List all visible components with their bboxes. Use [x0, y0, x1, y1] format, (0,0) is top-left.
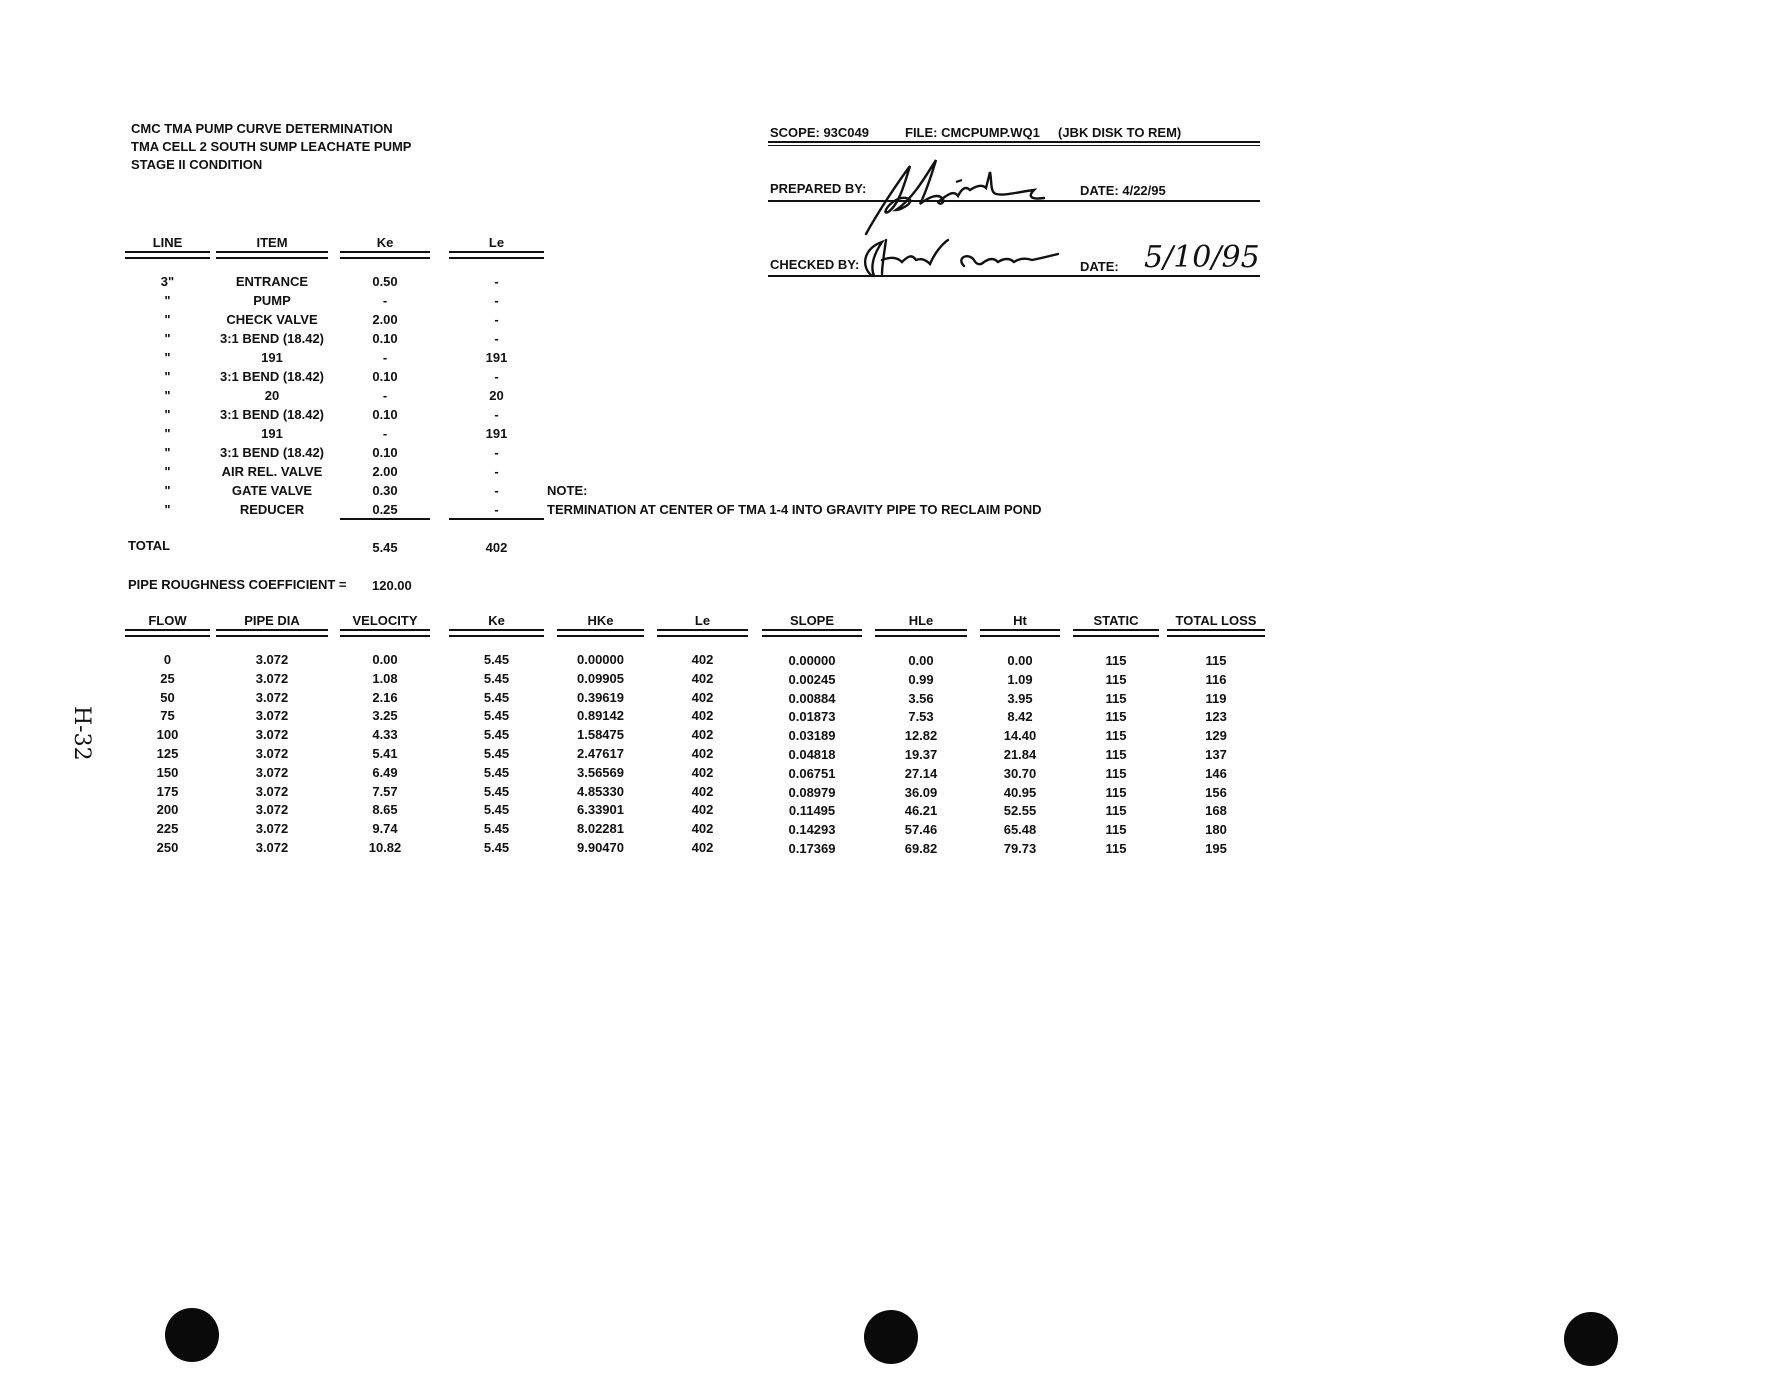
- losses-cell-item: 3:1 BEND (18.42): [219, 445, 325, 460]
- flow-cell-slope: 0.08979: [788, 784, 836, 800]
- flow-cell-velocity: 1.08: [372, 670, 398, 686]
- losses-cell-ke: 0.30: [372, 483, 398, 498]
- flow-cell-pipe-dia: 3.072: [255, 708, 289, 724]
- flow-header-le: Le: [694, 613, 711, 628]
- losses-cell-item: 3:1 BEND (18.42): [219, 407, 325, 422]
- losses-cell-ke: -: [382, 293, 388, 308]
- roughness-label: PIPE ROUGHNESS COEFFICIENT =: [128, 577, 347, 592]
- losses-cell-line: ": [164, 464, 171, 479]
- flow-cell-hke: 0.89142: [577, 708, 624, 724]
- losses-cell-le: -: [494, 502, 499, 517]
- flow-header-flow: FLOW: [148, 613, 187, 628]
- flow-header-hke: HKe: [587, 613, 614, 628]
- flow-cell-flow: 150: [156, 764, 179, 780]
- losses-cell-ke: 0.50: [372, 274, 398, 289]
- flow-cell-total-loss: 156: [1205, 784, 1227, 800]
- losses-cell-le: -: [494, 274, 499, 289]
- losses-total-label: TOTAL: [128, 538, 171, 553]
- flow-cell-slope: 0.00000: [788, 653, 836, 668]
- losses-header-ke: Ke: [376, 235, 394, 250]
- flow-cell-pipe-dia: 3.072: [255, 689, 289, 705]
- flow-cell-total-loss: 180: [1205, 822, 1227, 838]
- flow-cell-hle: 3.56: [908, 690, 934, 706]
- flow-cell-ke: 5.45: [483, 802, 510, 818]
- disk-label: (JBK DISK TO REM): [1058, 125, 1182, 140]
- scope-underline: [768, 141, 1260, 146]
- flow-cell-le: 402: [691, 746, 714, 761]
- flow-header-rule-static: [1073, 629, 1159, 637]
- flow-cell-total-loss: 116: [1205, 671, 1227, 687]
- flow-cell-static: 115: [1105, 765, 1127, 781]
- flow-cell-ht: 30.70: [1003, 765, 1037, 781]
- flow-cell-hle: 36.09: [904, 784, 938, 800]
- flow-cell-hle: 12.82: [904, 728, 938, 744]
- losses-cell-le: 191: [485, 350, 508, 365]
- flow-cell-le: 402: [691, 821, 714, 837]
- flow-cell-ke: 5.45: [483, 840, 510, 855]
- losses-cell-le: -: [494, 407, 499, 422]
- punch-hole-left: [165, 1308, 219, 1362]
- losses-cell-line: ": [164, 388, 171, 403]
- flow-header-rule-hke: [557, 629, 644, 637]
- losses-cell-line: ": [164, 483, 171, 498]
- flow-cell-hle: 0.99: [908, 671, 934, 687]
- losses-cell-le: 191: [485, 426, 508, 441]
- losses-cell-ke: 0.10: [372, 445, 398, 460]
- flow-cell-le: 402: [691, 708, 714, 724]
- losses-cell-item: PUMP: [253, 293, 291, 308]
- flow-header-static: STATIC: [1093, 613, 1139, 628]
- flow-cell-le: 402: [691, 689, 714, 705]
- checked-date-value: 5/10/95: [1144, 240, 1260, 275]
- flow-header-rule-ht: [980, 629, 1060, 637]
- scope-label: SCOPE: 93C049: [770, 125, 869, 140]
- flow-cell-ke: 5.45: [483, 821, 510, 837]
- losses-cell-ke: -: [382, 388, 388, 403]
- document-title-block: [131, 120, 411, 174]
- losses-cell-le: -: [494, 331, 499, 346]
- flow-header-rule-hle: [875, 629, 967, 637]
- flow-cell-slope: 0.00884: [788, 690, 836, 706]
- flow-cell-ke: 5.45: [483, 652, 510, 667]
- flow-cell-hke: 0.00000: [577, 652, 624, 667]
- losses-cell-line: ": [164, 293, 171, 308]
- flow-cell-static: 115: [1105, 709, 1127, 725]
- flow-cell-flow: 175: [156, 783, 179, 799]
- flow-cell-hke: 8.02281: [577, 821, 624, 837]
- prepared-by-signature: [858, 152, 1068, 238]
- losses-header-le: Le: [488, 235, 505, 250]
- losses-cell-item: ENTRANCE: [235, 274, 309, 289]
- flow-cell-static: 115: [1105, 784, 1127, 800]
- flow-cell-pipe-dia: 3.072: [255, 764, 289, 780]
- flow-header-ht: Ht: [1013, 613, 1027, 628]
- flow-cell-static: 115: [1105, 841, 1127, 856]
- losses-cell-le: -: [494, 293, 499, 308]
- roughness-value: 120.00: [372, 578, 412, 593]
- flow-cell-hle: 46.21: [904, 803, 938, 819]
- page-number: H-32: [69, 706, 94, 761]
- losses-cell-le: -: [494, 483, 499, 498]
- flow-cell-hke: 1.58475: [577, 727, 624, 743]
- losses-header-line: LINE: [152, 235, 183, 250]
- flow-cell-le: 402: [691, 670, 714, 686]
- losses-cell-line: ": [164, 312, 171, 327]
- flow-cell-ht: 8.42: [1007, 709, 1033, 725]
- flow-cell-static: 115: [1105, 653, 1127, 668]
- flow-cell-flow: 0: [163, 652, 172, 667]
- flow-cell-pipe-dia: 3.072: [255, 802, 289, 818]
- title-line-3: STAGE II CONDITION: [131, 157, 263, 172]
- flow-cell-flow: 100: [156, 727, 179, 743]
- losses-cell-le: -: [494, 464, 499, 479]
- flow-cell-total-loss: 137: [1205, 747, 1227, 762]
- losses-cell-line: ": [164, 369, 171, 384]
- flow-cell-ht: 79.73: [1003, 841, 1037, 856]
- flow-cell-velocity: 7.57: [372, 783, 398, 799]
- flow-cell-total-loss: 129: [1205, 728, 1227, 744]
- flow-cell-velocity: 4.33: [372, 727, 398, 743]
- flow-cell-ke: 5.45: [483, 764, 510, 780]
- flow-cell-velocity: 3.25: [372, 708, 398, 724]
- flow-cell-total-loss: 123: [1205, 709, 1227, 725]
- flow-cell-ke: 5.45: [483, 783, 510, 799]
- flow-cell-hle: 57.46: [904, 822, 938, 838]
- losses-total-rule-le: [449, 518, 544, 520]
- losses-cell-item: REDUCER: [239, 502, 305, 517]
- flow-cell-total-loss: 146: [1205, 765, 1227, 781]
- losses-cell-item: 191: [261, 350, 283, 365]
- flow-cell-flow: 25: [160, 670, 175, 686]
- prepared-by-label: PREPARED BY:: [770, 181, 867, 196]
- flow-header-velocity: VELOCITY: [352, 613, 418, 628]
- losses-cell-line: ": [164, 350, 171, 365]
- flow-cell-static: 115: [1105, 728, 1127, 744]
- flow-cell-ht: 65.48: [1003, 822, 1037, 838]
- flow-cell-hke: 3.56569: [577, 764, 624, 780]
- flow-cell-velocity: 2.16: [372, 689, 398, 705]
- flow-cell-le: 402: [691, 727, 714, 743]
- losses-cell-item: CHECK VALVE: [226, 312, 318, 327]
- flow-cell-hke: 6.33901: [577, 802, 624, 818]
- flow-header-ke: Ke: [488, 613, 505, 628]
- flow-cell-pipe-dia: 3.072: [255, 746, 289, 761]
- flow-cell-hle: 19.37: [904, 747, 938, 762]
- flow-cell-ht: 14.40: [1003, 728, 1037, 744]
- flow-cell-ht: 0.00: [1007, 653, 1033, 668]
- flow-cell-flow: 50: [160, 689, 175, 705]
- flow-header-rule-slope: [762, 629, 862, 637]
- flow-cell-total-loss: 195: [1205, 841, 1227, 856]
- prepared-date: DATE: 4/22/95: [1080, 183, 1166, 198]
- losses-cell-line: ": [164, 445, 171, 460]
- flow-cell-ht: 21.84: [1003, 747, 1037, 762]
- flow-cell-flow: 75: [160, 708, 175, 724]
- losses-cell-line: ": [164, 407, 171, 422]
- losses-header-rule-le: [449, 251, 544, 259]
- title-line-1: CMC TMA PUMP CURVE DETERMINATION: [131, 121, 393, 136]
- flow-cell-ht: 3.95: [1007, 690, 1033, 706]
- losses-cell-ke: 2.00: [372, 312, 398, 327]
- flow-cell-hke: 4.85330: [577, 783, 624, 799]
- flow-header-slope: SLOPE: [789, 613, 835, 628]
- flow-cell-total-loss: 119: [1205, 690, 1227, 706]
- flow-cell-static: 115: [1105, 822, 1127, 838]
- losses-header-rule-ke: [340, 251, 430, 259]
- flow-cell-slope: 0.00245: [788, 671, 836, 687]
- losses-cell-line: ": [164, 502, 171, 517]
- flow-cell-static: 115: [1105, 671, 1127, 687]
- losses-cell-ke: 2.00: [372, 464, 398, 479]
- losses-total-le: 402: [485, 540, 508, 555]
- flow-cell-le: 402: [691, 652, 714, 667]
- losses-total-rule-ke: [340, 518, 430, 520]
- flow-header-pipe-dia: PIPE DIA: [244, 613, 300, 628]
- losses-cell-ke: -: [382, 426, 388, 441]
- flow-cell-slope: 0.03189: [788, 728, 836, 744]
- flow-cell-le: 402: [691, 840, 714, 855]
- losses-cell-le: -: [494, 445, 499, 460]
- flow-cell-slope: 0.04818: [788, 747, 836, 762]
- losses-cell-line: ": [164, 331, 171, 346]
- note-label: NOTE:: [547, 483, 588, 498]
- punch-hole-right: [1564, 1312, 1618, 1366]
- losses-total-ke: 5.45: [372, 540, 398, 555]
- flow-cell-velocity: 0.00: [372, 652, 398, 667]
- flow-cell-hke: 0.09905: [577, 670, 624, 686]
- losses-cell-item: GATE VALVE: [231, 483, 313, 498]
- flow-cell-slope: 0.17369: [788, 841, 836, 856]
- flow-cell-hle: 27.14: [904, 765, 938, 781]
- losses-cell-line: 3": [160, 274, 175, 289]
- flow-header-rule-pipe-dia: [216, 629, 328, 637]
- flow-cell-hke: 0.39619: [577, 689, 624, 705]
- flow-cell-velocity: 8.65: [372, 802, 398, 818]
- losses-cell-le: 20: [489, 388, 504, 403]
- flow-cell-flow: 225: [156, 821, 179, 837]
- losses-cell-ke: -: [382, 350, 388, 365]
- losses-cell-ke: 0.10: [372, 331, 398, 346]
- flow-cell-ht: 1.09: [1007, 671, 1033, 687]
- flow-cell-le: 402: [691, 764, 714, 780]
- losses-cell-le: -: [494, 312, 499, 327]
- file-label: FILE: CMCPUMP.WQ1: [905, 125, 1040, 140]
- prepared-underline: [768, 200, 1260, 202]
- flow-cell-flow: 200: [156, 802, 179, 818]
- losses-cell-item: 3:1 BEND (18.42): [219, 331, 325, 346]
- losses-cell-item: 191: [261, 426, 283, 441]
- losses-cell-item: AIR REL. VALVE: [221, 464, 323, 479]
- flow-header-rule-total-loss: [1167, 629, 1265, 637]
- flow-cell-le: 402: [691, 802, 714, 818]
- flow-cell-flow: 250: [156, 840, 179, 855]
- flow-cell-velocity: 5.41: [372, 746, 398, 761]
- title-line-2: TMA CELL 2 SOUTH SUMP LEACHATE PUMP: [131, 139, 412, 154]
- losses-cell-le: -: [494, 369, 499, 384]
- losses-cell-item: 20: [264, 388, 280, 403]
- flow-cell-slope: 0.14293: [788, 822, 836, 838]
- flow-cell-pipe-dia: 3.072: [255, 840, 289, 855]
- flow-header-hle: HLe: [908, 613, 934, 628]
- flow-cell-slope: 0.11495: [788, 803, 836, 819]
- flow-cell-ke: 5.45: [483, 689, 510, 705]
- losses-cell-line: ": [164, 426, 171, 441]
- note-text: TERMINATION AT CENTER OF TMA 1-4 INTO GRAVITY PIPE TO RECLAIM POND: [547, 502, 1042, 517]
- flow-cell-pipe-dia: 3.072: [255, 670, 289, 686]
- flow-cell-slope: 0.01873: [788, 709, 836, 725]
- flow-cell-flow: 125: [156, 746, 179, 761]
- flow-cell-ke: 5.45: [483, 670, 510, 686]
- flow-cell-ke: 5.45: [483, 727, 510, 743]
- checked-by-label: CHECKED BY:: [770, 257, 860, 272]
- losses-cell-item: 3:1 BEND (18.42): [219, 369, 325, 384]
- flow-cell-hle: 0.00: [908, 653, 934, 668]
- flow-cell-ke: 5.45: [483, 708, 510, 724]
- losses-header-rule-line: [125, 251, 210, 259]
- flow-cell-ht: 40.95: [1003, 784, 1037, 800]
- flow-header-rule-le: [657, 629, 748, 637]
- flow-cell-velocity: 9.74: [372, 821, 398, 837]
- flow-cell-hle: 7.53: [908, 709, 934, 725]
- losses-header-item: ITEM: [256, 235, 288, 250]
- flow-cell-static: 115: [1105, 690, 1127, 706]
- losses-cell-ke: 0.25: [372, 502, 398, 517]
- flow-cell-static: 115: [1105, 747, 1127, 762]
- flow-header-rule-flow: [125, 629, 210, 637]
- flow-cell-ht: 52.55: [1003, 803, 1037, 819]
- punch-hole-center: [864, 1310, 918, 1364]
- flow-cell-pipe-dia: 3.072: [255, 821, 289, 837]
- flow-cell-pipe-dia: 3.072: [255, 652, 289, 667]
- flow-cell-velocity: 10.82: [368, 840, 402, 855]
- flow-cell-static: 115: [1105, 803, 1127, 819]
- flow-cell-ke: 5.45: [483, 746, 510, 761]
- flow-cell-hke: 9.90470: [577, 840, 624, 855]
- losses-cell-ke: 0.10: [372, 369, 398, 384]
- flow-header-rule-ke: [449, 629, 544, 637]
- flow-cell-slope: 0.06751: [788, 765, 836, 781]
- flow-cell-pipe-dia: 3.072: [255, 727, 289, 743]
- losses-cell-ke: 0.10: [372, 407, 398, 422]
- flow-header-total-loss: TOTAL LOSS: [1175, 613, 1257, 628]
- flow-header-rule-velocity: [340, 629, 430, 637]
- flow-cell-total-loss: 115: [1205, 653, 1227, 668]
- flow-cell-pipe-dia: 3.072: [255, 783, 289, 799]
- flow-cell-hle: 69.82: [904, 841, 938, 856]
- checked-date-label: DATE:: [1080, 259, 1119, 274]
- checked-underline: [768, 275, 1260, 277]
- flow-cell-le: 402: [691, 783, 714, 799]
- losses-header-rule-item: [216, 251, 328, 259]
- flow-cell-total-loss: 168: [1205, 803, 1227, 819]
- flow-cell-velocity: 6.49: [372, 764, 398, 780]
- flow-cell-hke: 2.47617: [577, 746, 624, 761]
